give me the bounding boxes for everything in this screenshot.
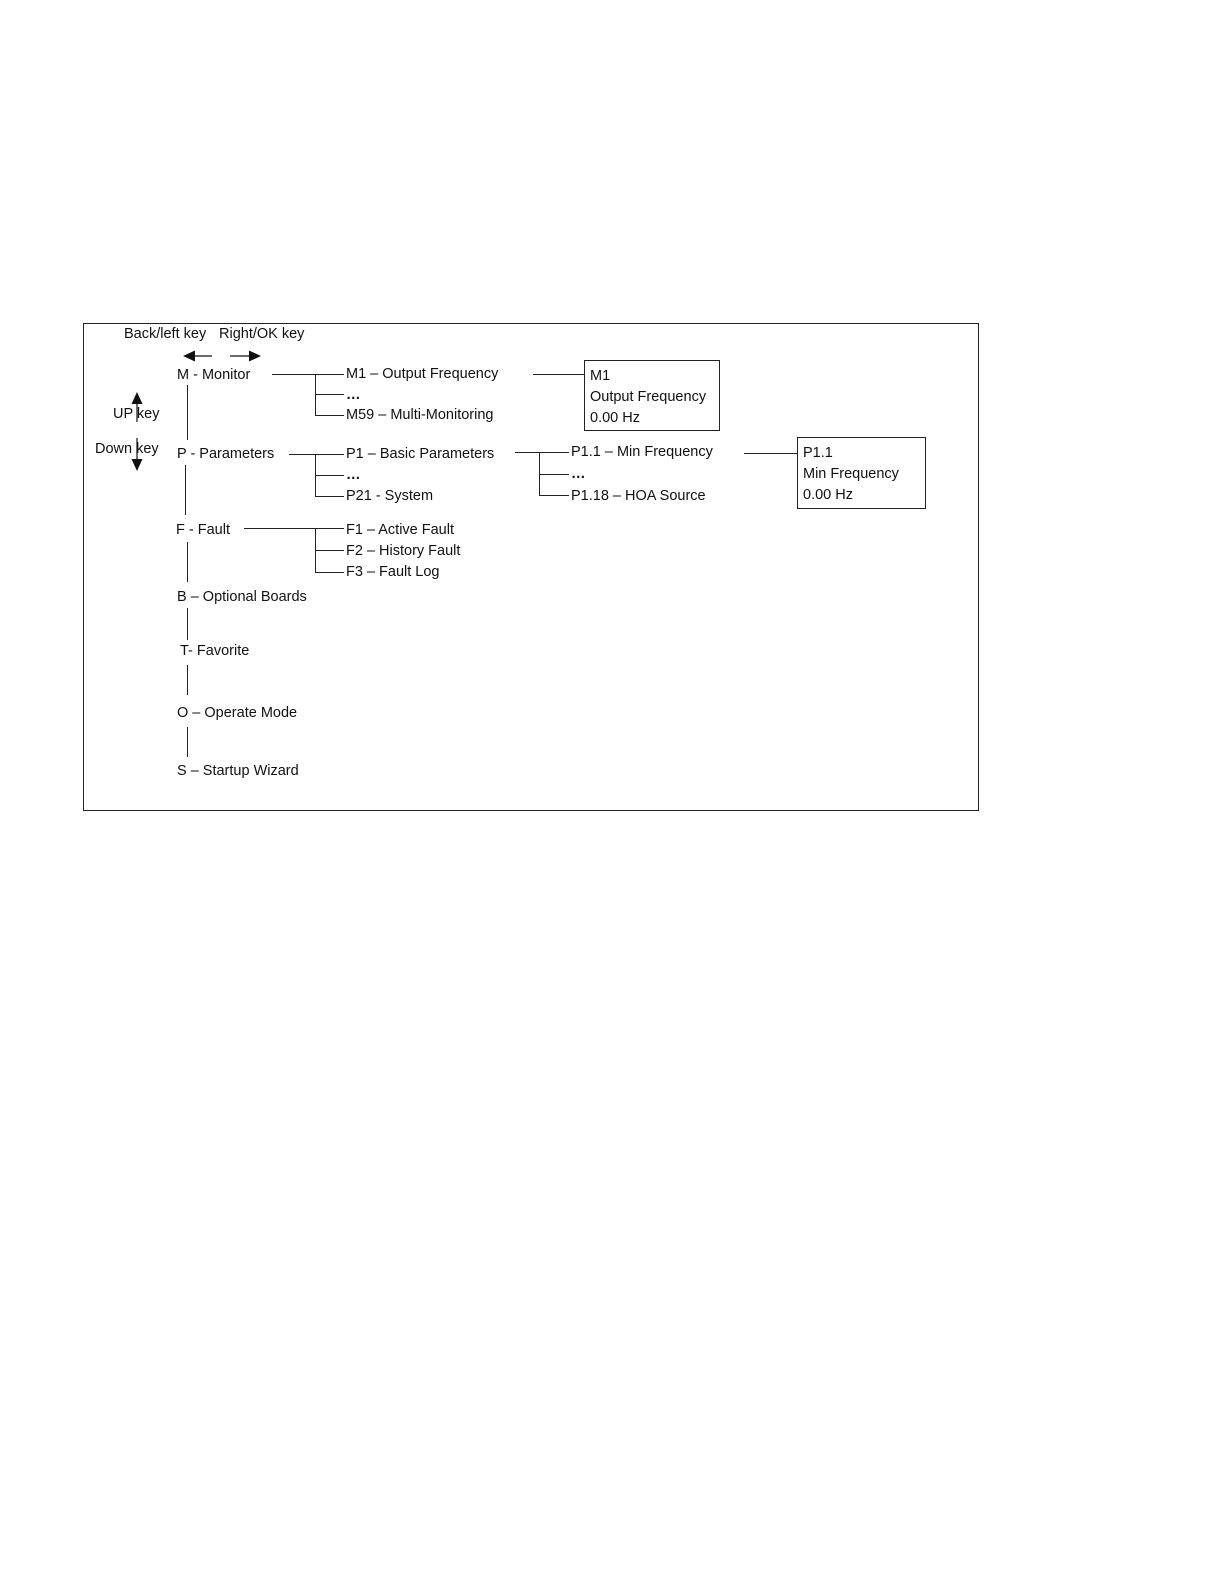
parameters-sub-item-ellipsis: … [571, 466, 587, 482]
parameters-sub-item-p1-18: P1.18 – HOA Source [571, 488, 706, 504]
parameter-detail-value: 0.00 Hz [803, 487, 853, 503]
monitor-detail-name: Output Frequency [590, 389, 707, 405]
connector-line [187, 727, 188, 757]
menu-item-monitor: M - Monitor [177, 367, 251, 383]
menu-item-operate-mode: O – Operate Mode [177, 705, 298, 721]
branch-line [315, 394, 344, 395]
connector-line [187, 385, 188, 440]
parameters-sub-item-p1-1: P1.1 – Min Frequency [571, 444, 713, 460]
branch-line [289, 454, 344, 455]
monitor-item-ellipsis: … [346, 387, 362, 403]
branch-line [515, 452, 569, 453]
branch-line [315, 415, 344, 416]
branch-line [539, 474, 569, 475]
fault-item-f2: F2 – History Fault [346, 543, 461, 559]
branch-line [315, 572, 344, 573]
branch-line [315, 550, 344, 551]
diagram-frame [83, 323, 979, 811]
parameter-detail-box [797, 437, 926, 509]
monitor-item-m59: M59 – Multi-Monitoring [346, 407, 494, 423]
connector-line [187, 542, 188, 582]
parameters-item-ellipsis: … [346, 467, 362, 483]
menu-item-favorite: T- Favorite [180, 643, 250, 659]
fault-item-f3: F3 – Fault Log [346, 564, 440, 580]
up-key-label: UP key [113, 406, 160, 422]
parameter-detail-name: Min Frequency [803, 466, 899, 482]
menu-item-optional-boards: B – Optional Boards [177, 589, 307, 605]
down-key-label: Down key [95, 441, 159, 457]
monitor-detail-box [584, 360, 720, 431]
branch-line [744, 453, 797, 454]
menu-item-fault: F - Fault [176, 522, 230, 538]
monitor-detail-value: 0.00 Hz [590, 410, 640, 426]
branch-line [244, 528, 344, 529]
menu-item-startup-wizard: S – Startup Wizard [177, 763, 299, 779]
branch-line [272, 374, 344, 375]
menu-item-parameters: P - Parameters [177, 446, 275, 462]
branch-line [315, 496, 344, 497]
branch-line [533, 374, 584, 375]
branch-line [315, 475, 344, 476]
right-ok-key-label: Right/OK key [219, 326, 305, 342]
connector-line [185, 465, 186, 515]
monitor-item-m1: M1 – Output Frequency [346, 366, 499, 382]
back-left-key-label: Back/left key [124, 326, 207, 342]
parameters-item-p21: P21 - System [346, 488, 434, 504]
connector-line [187, 665, 188, 695]
connector-line [187, 608, 188, 640]
parameters-item-p1: P1 – Basic Parameters [346, 446, 495, 462]
branch-line [539, 495, 569, 496]
parameter-detail-code: P1.1 [803, 445, 833, 461]
monitor-detail-code: M1 [590, 368, 611, 384]
fault-item-f1: F1 – Active Fault [346, 522, 454, 538]
